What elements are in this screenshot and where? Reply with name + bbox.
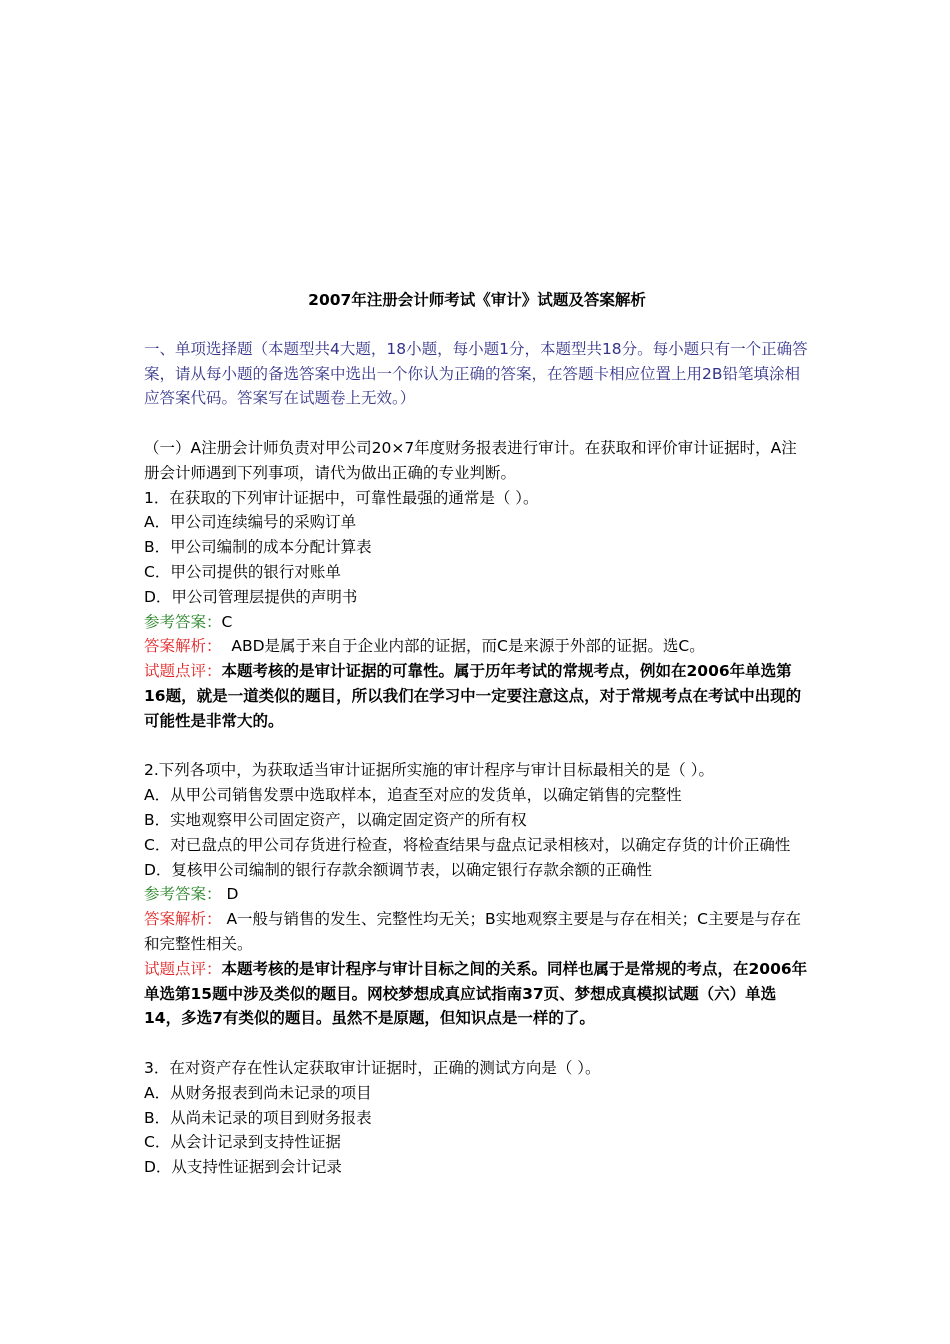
comment-text: 本题考核的是审计证据的可靠性。属于历年考试的常规考点，例如在2006年单选第16题，就是一道类似的题目，所以我们在学习中一定要注意这点，对于常规考点在考试中出现的可能性是非常大的。 <box>144 662 802 730</box>
analysis-text: ABD是属于来自于企业内部的证据，而C是来源于外部的证据。选C。 <box>221 637 705 656</box>
question-stem: 3．在对资产存在性认定获取审计证据时，正确的测试方向是（ ）。 <box>144 1058 601 1077</box>
section-heading: 一、单项选择题（本题型共4大题，18小题，每小题1分，本题型共18分。每小题只有一个正确答案，请从每小题的备选答案中选出一个你认为正确的答案，在答题卡相应位置上用2B铅笔填涂相应答案代码。答案写在试题卷上无效。） <box>144 339 808 408</box>
spacer <box>144 734 810 759</box>
option-c: C．对已盘点的甲公司存货进行检查，将检查结果与盘点记录相核对，以确定存货的计价正确性 <box>144 835 791 854</box>
answer-line <box>144 610 810 635</box>
comment-line <box>144 659 810 733</box>
option-b: B．从尚未记录的项目到财务报表 <box>144 1108 372 1127</box>
comment-label: 试题点评： <box>144 662 222 681</box>
option-a: A．甲公司连续编号的采购订单 <box>144 513 357 532</box>
analysis-label: 答案解析： <box>144 910 222 929</box>
option-c: C．从会计记录到支持性证据 <box>144 1133 341 1152</box>
document-content <box>144 288 810 1180</box>
answer-label: 参考答案： <box>144 612 222 631</box>
document-title: 2007年注册会计师考试《审计》试题及答案解析 <box>308 291 646 309</box>
option-b: B．甲公司编制的成本分配计算表 <box>144 538 372 557</box>
spacer <box>144 1031 810 1056</box>
comment-line <box>144 957 810 1031</box>
analysis-label: 答案解析： <box>144 637 222 656</box>
answer-value: C <box>221 612 233 631</box>
analysis-line <box>144 907 810 957</box>
question-3 <box>144 1056 810 1180</box>
answer-value: D <box>221 885 239 904</box>
option-d: D．复核甲公司编制的银行存款余额调节表，以确定银行存款余额的正确性 <box>144 860 652 879</box>
comment-label: 试题点评： <box>144 959 222 978</box>
question-stem: 1．在获取的下列审计证据中，可靠性最强的通常是（ ）。 <box>144 488 539 507</box>
option-a: A．从甲公司销售发票中选取样本，追查至对应的发货单，以确定销售的完整性 <box>144 786 682 805</box>
answer-label: 参考答案： <box>144 885 222 904</box>
scenario-paragraph: （一）A注册会计师负责对甲公司20×7年度财务报表进行审计。在获取和评价审计证据时，A注册会计师遇到下列事项，请代为做出正确的专业判断。 <box>144 438 797 482</box>
option-d: D．甲公司管理层提供的声明书 <box>144 587 358 606</box>
question-1 <box>144 486 810 734</box>
analysis-text: A一般与销售的发生、完整性均无关；B实地观察主要是与存在相关；C主要是与存在和完整性相关。 <box>144 910 802 953</box>
question-2 <box>144 758 810 1031</box>
question-stem: 2.下列各项中，为获取适当审计证据所实施的审计程序与审计目标最相关的是（ ）。 <box>144 761 714 780</box>
option-d: D．从支持性证据到会计记录 <box>144 1158 342 1177</box>
option-a: A．从财务报表到尚未记录的项目 <box>144 1083 372 1102</box>
comment-text: 本题考核的是审计程序与审计目标之间的关系。同样也属于是常规的考点，在2006年单选第15题中涉及类似的题目。网校梦想成真应试指南37页、梦想成真模拟试题（六）单选14，多选7有类似的题目。虽然不是原题，但知识点是一样的了。 <box>144 959 808 1028</box>
spacer <box>144 411 810 436</box>
analysis-line <box>144 634 810 659</box>
option-b: B．实地观察甲公司固定资产，以确定固定资产的所有权 <box>144 810 527 829</box>
answer-line <box>144 882 810 907</box>
option-c: C．甲公司提供的银行对账单 <box>144 562 341 581</box>
